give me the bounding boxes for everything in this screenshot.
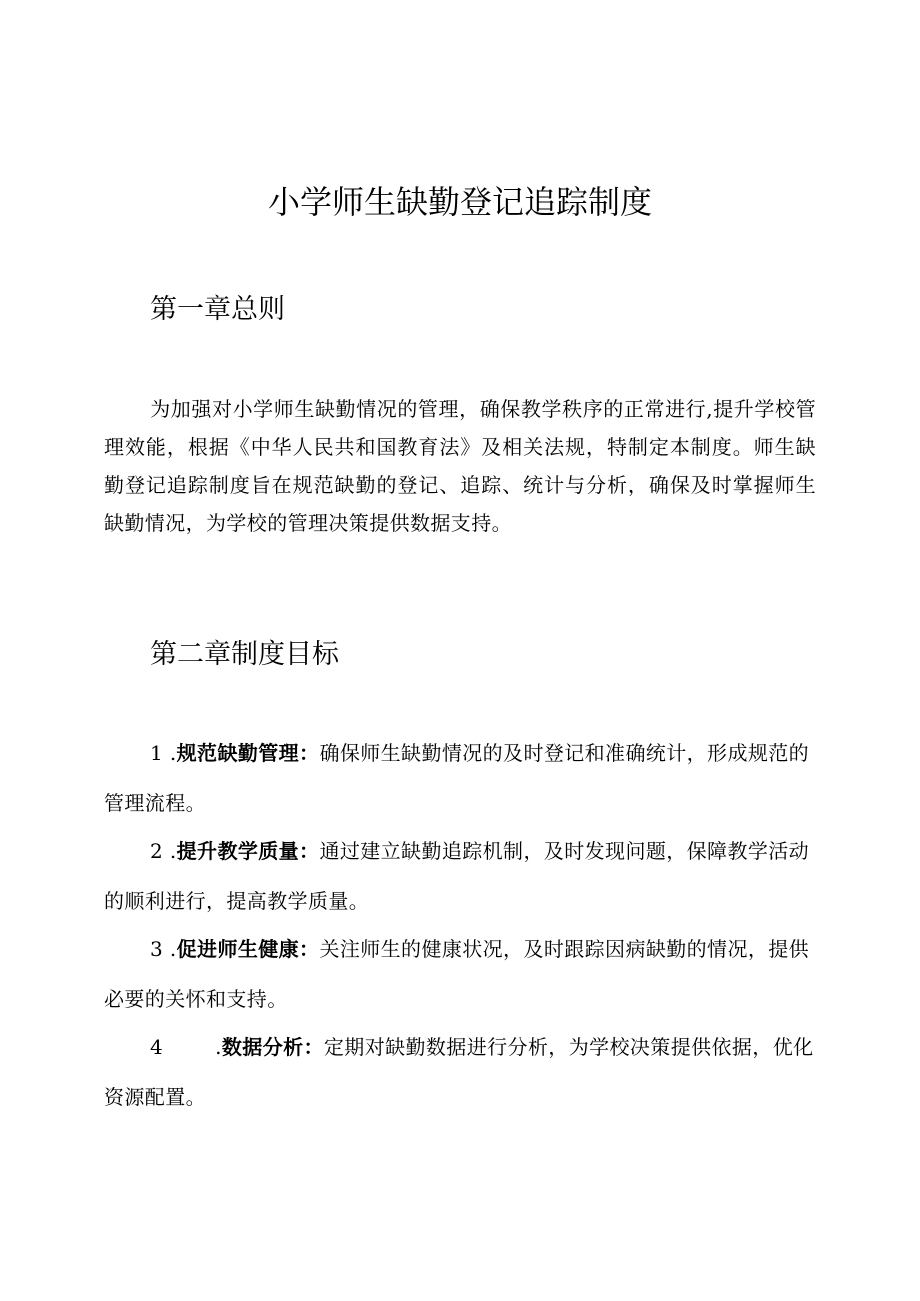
- chapter-general-paragraph: [104, 390, 816, 542]
- goal-item-heading: 促进师生健康：: [176, 937, 320, 961]
- goal-item-text: 确保师生缺勤情况的及时登记和准确统计，形成规范的管理流程。: [104, 741, 810, 815]
- chapter-heading-general: 第一章总则: [150, 294, 285, 325]
- goal-item-prefix: .: [163, 839, 177, 863]
- goal-item-heading: 规范缺勤管理：: [176, 741, 320, 765]
- goal-item: [104, 826, 816, 926]
- goal-item-number: 1: [150, 741, 164, 765]
- goal-item-heading: 数据分析：: [221, 1035, 324, 1059]
- goal-item-number: 2: [150, 839, 164, 863]
- goal-item: [104, 924, 816, 1024]
- goal-item-text: 通过建立缺勤追踪机制，及时发现问题，保障教学活动的顺利进行，提高教学质量。: [104, 839, 810, 913]
- goal-item-number: 3: [150, 937, 164, 961]
- goal-item-prefix: .: [163, 937, 177, 961]
- paragraph-text: 为加强对小学师生缺勤情况的管理，确保教学秩序的正常进行,提升学校管理效能，根据《中华人民共和国教育法》及相关法规，特制定本制度。师生缺勤登记追踪制度旨在规范缺勤的登记、追踪、统计与分析，确保及时掌握师生缺勤情况，为学校的管理决策提供数据支持。: [104, 397, 816, 535]
- goal-item-prefix: .: [163, 741, 177, 765]
- goal-item: [104, 1022, 816, 1122]
- goal-item-heading: 提升教学质量：: [176, 839, 320, 863]
- goal-item-number: 4: [150, 1035, 164, 1059]
- chapter-heading-goals: 第二章制度目标: [150, 639, 339, 670]
- goal-item-text: 定期对缺勤数据进行分析，为学校决策提供依据，优化资源配置。: [104, 1035, 814, 1109]
- goal-item-text: 关注师生的健康状况，及时跟踪因病缺勤的情况，提供必要的关怀和支持。: [104, 937, 810, 1011]
- goal-item-prefix: .: [215, 1035, 222, 1059]
- goal-item: [104, 728, 816, 828]
- document-title: 小学师生缺勤登记追踪制度: [267, 183, 652, 221]
